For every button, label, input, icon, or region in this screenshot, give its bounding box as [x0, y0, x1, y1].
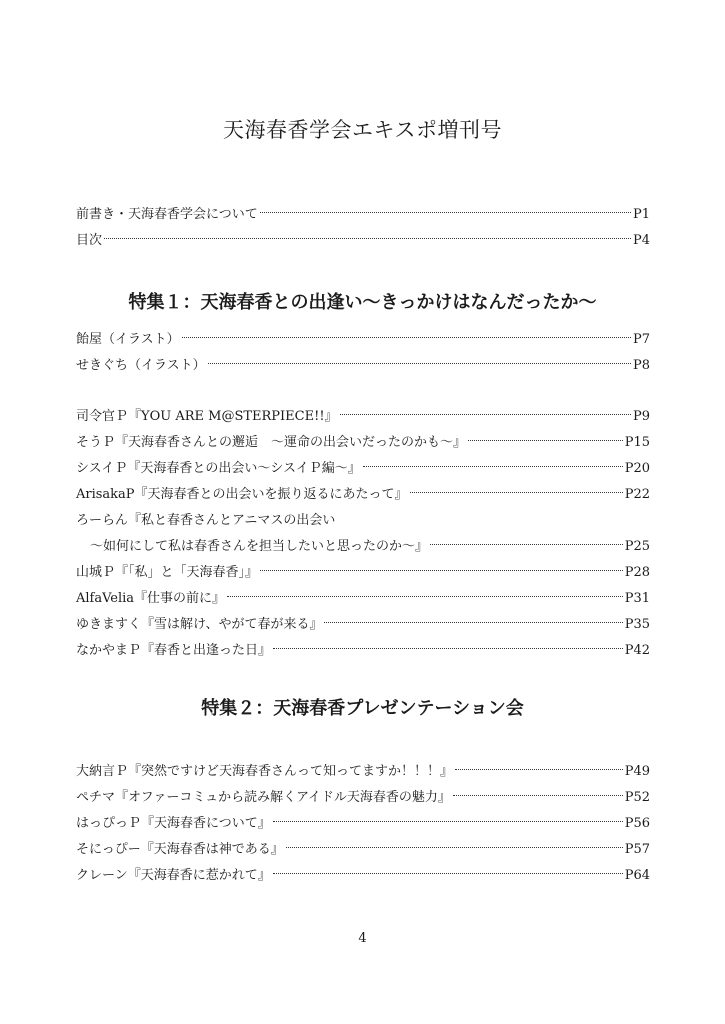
- toc-entry-page: P4: [632, 233, 650, 248]
- toc-entry-page: P20: [624, 461, 650, 476]
- toc-entry[interactable]: [76, 560, 650, 586]
- toc-entry[interactable]: [76, 327, 650, 353]
- toc-leader: [430, 544, 623, 545]
- toc-entry[interactable]: [76, 863, 650, 889]
- toc-illustrations: [76, 327, 650, 379]
- toc-entry-page: P57: [624, 842, 650, 857]
- toc-entry-page: P7: [632, 332, 650, 347]
- toc-entry[interactable]: [76, 482, 650, 508]
- toc-entry-page: P64: [624, 868, 650, 883]
- toc-section2-articles: [76, 759, 650, 889]
- toc-entry-label: 目次: [76, 233, 103, 248]
- toc-front: [76, 202, 650, 254]
- toc-entry-page: P8: [632, 358, 650, 373]
- toc-leader: [273, 648, 623, 649]
- toc-leader: [273, 873, 623, 874]
- toc-entry-label: なかやまＰ『春香と出逢った日』: [76, 643, 272, 658]
- toc-entry[interactable]: [76, 759, 650, 785]
- toc-entry[interactable]: [76, 785, 650, 811]
- toc-entry-label: そうＰ『天海春香さんとの邂逅 ～運命の出会いだったのかも～』: [76, 435, 467, 450]
- toc-leader: [455, 769, 623, 770]
- toc-leader: [104, 238, 631, 239]
- toc-entry[interactable]: [76, 202, 650, 228]
- toc-entry[interactable]: [76, 534, 650, 560]
- toc-entry-page: P35: [624, 617, 650, 632]
- toc-entry-page: P1: [632, 207, 650, 222]
- toc-leader: [208, 363, 631, 364]
- toc-entry-label: クレーン『天海春香に惹かれて』: [76, 868, 271, 883]
- toc-entry-label: ゆきますく『雪は解け、やがて春が来る』: [76, 617, 323, 632]
- toc-entry[interactable]: [76, 638, 650, 664]
- toc-entry[interactable]: [76, 228, 650, 254]
- toc-entry[interactable]: [76, 430, 650, 456]
- toc-entry-label: 飴屋（イラスト）: [76, 332, 180, 347]
- document-title: 天海春香学会エキスポ増刊号: [222, 118, 503, 142]
- toc-entry[interactable]: [76, 353, 650, 379]
- toc-entry[interactable]: [76, 586, 650, 612]
- toc-leader: [453, 795, 623, 796]
- toc-entry-label: 大納言Ｐ『突然ですけど天海春香さんって知ってますか！！！』: [76, 764, 454, 779]
- toc-entry-page: P56: [624, 816, 650, 831]
- toc-entry-page: P49: [624, 764, 650, 779]
- toc-entry-label: 前書き・天海春香学会について: [76, 207, 258, 222]
- toc-entry-label: シスイＰ『天海春香との出会い～シスイＰ編～』: [76, 461, 361, 476]
- toc-leader: [182, 337, 631, 338]
- toc-entry[interactable]: [76, 837, 650, 863]
- toc-entry-page: P9: [632, 409, 650, 424]
- section-heading-2: 特集２：天海春香プレゼンテーション会: [201, 698, 524, 719]
- toc-entry-label: ペチマ『オファーコミュから読み解くアイドル天海春香の魅力』: [76, 790, 451, 805]
- toc-entry-label: ArisakaP『天海春香との出会いを振り返るにあたって』: [76, 487, 408, 502]
- toc-entry-label: AlfaVelia『仕事の前に』: [76, 591, 226, 606]
- toc-leader: [286, 847, 623, 848]
- toc-entry-page: P28: [624, 565, 650, 580]
- toc-entry-page: P42: [624, 643, 650, 658]
- toc-entry-page: P22: [624, 487, 650, 502]
- toc-leader: [468, 440, 623, 441]
- toc-entry-label: 司令官Ｐ『YOU ARE M@STERPIECE!!』: [76, 409, 338, 424]
- toc-leader: [260, 212, 631, 213]
- toc-entry-label: せきぐち（イラスト）: [76, 358, 206, 373]
- toc-leader: [363, 466, 623, 467]
- toc-entry-label: そにっぴー『天海春香は神である』: [76, 842, 284, 857]
- toc-leader: [324, 622, 622, 623]
- toc-entry-page: P15: [624, 435, 650, 450]
- toc-entry-page: P25: [624, 539, 650, 554]
- toc-leader: [410, 492, 623, 493]
- toc-leader: [273, 821, 623, 822]
- toc-entry[interactable]: [76, 404, 650, 430]
- toc-entry-page: P52: [624, 790, 650, 805]
- toc-leader: [260, 570, 623, 571]
- toc-leader: [340, 414, 631, 415]
- toc-entry-label: ～如何にして私は春香さんを担当したいと思ったのか～』: [90, 539, 429, 554]
- toc-entry-label: はっぴっＰ『天海春香について』: [76, 816, 271, 831]
- toc-entry[interactable]: [76, 612, 650, 638]
- section-heading-1: 特集１：天海春香との出逢い～きっかけはなんだったか～: [128, 292, 597, 313]
- toc-entry-page: P31: [624, 591, 650, 606]
- page-number: 4: [358, 931, 367, 946]
- toc-entry-label: 山城Ｐ『「私」と「天海春香」』: [76, 565, 259, 580]
- toc-entry[interactable]: [76, 811, 650, 837]
- toc-section1-articles: [76, 404, 650, 664]
- toc-leader: [227, 596, 623, 597]
- toc-entry-multiline-first[interactable]: ろーらん『私と春香さんとアニマスの出会い: [76, 513, 336, 528]
- toc-entry[interactable]: [76, 456, 650, 482]
